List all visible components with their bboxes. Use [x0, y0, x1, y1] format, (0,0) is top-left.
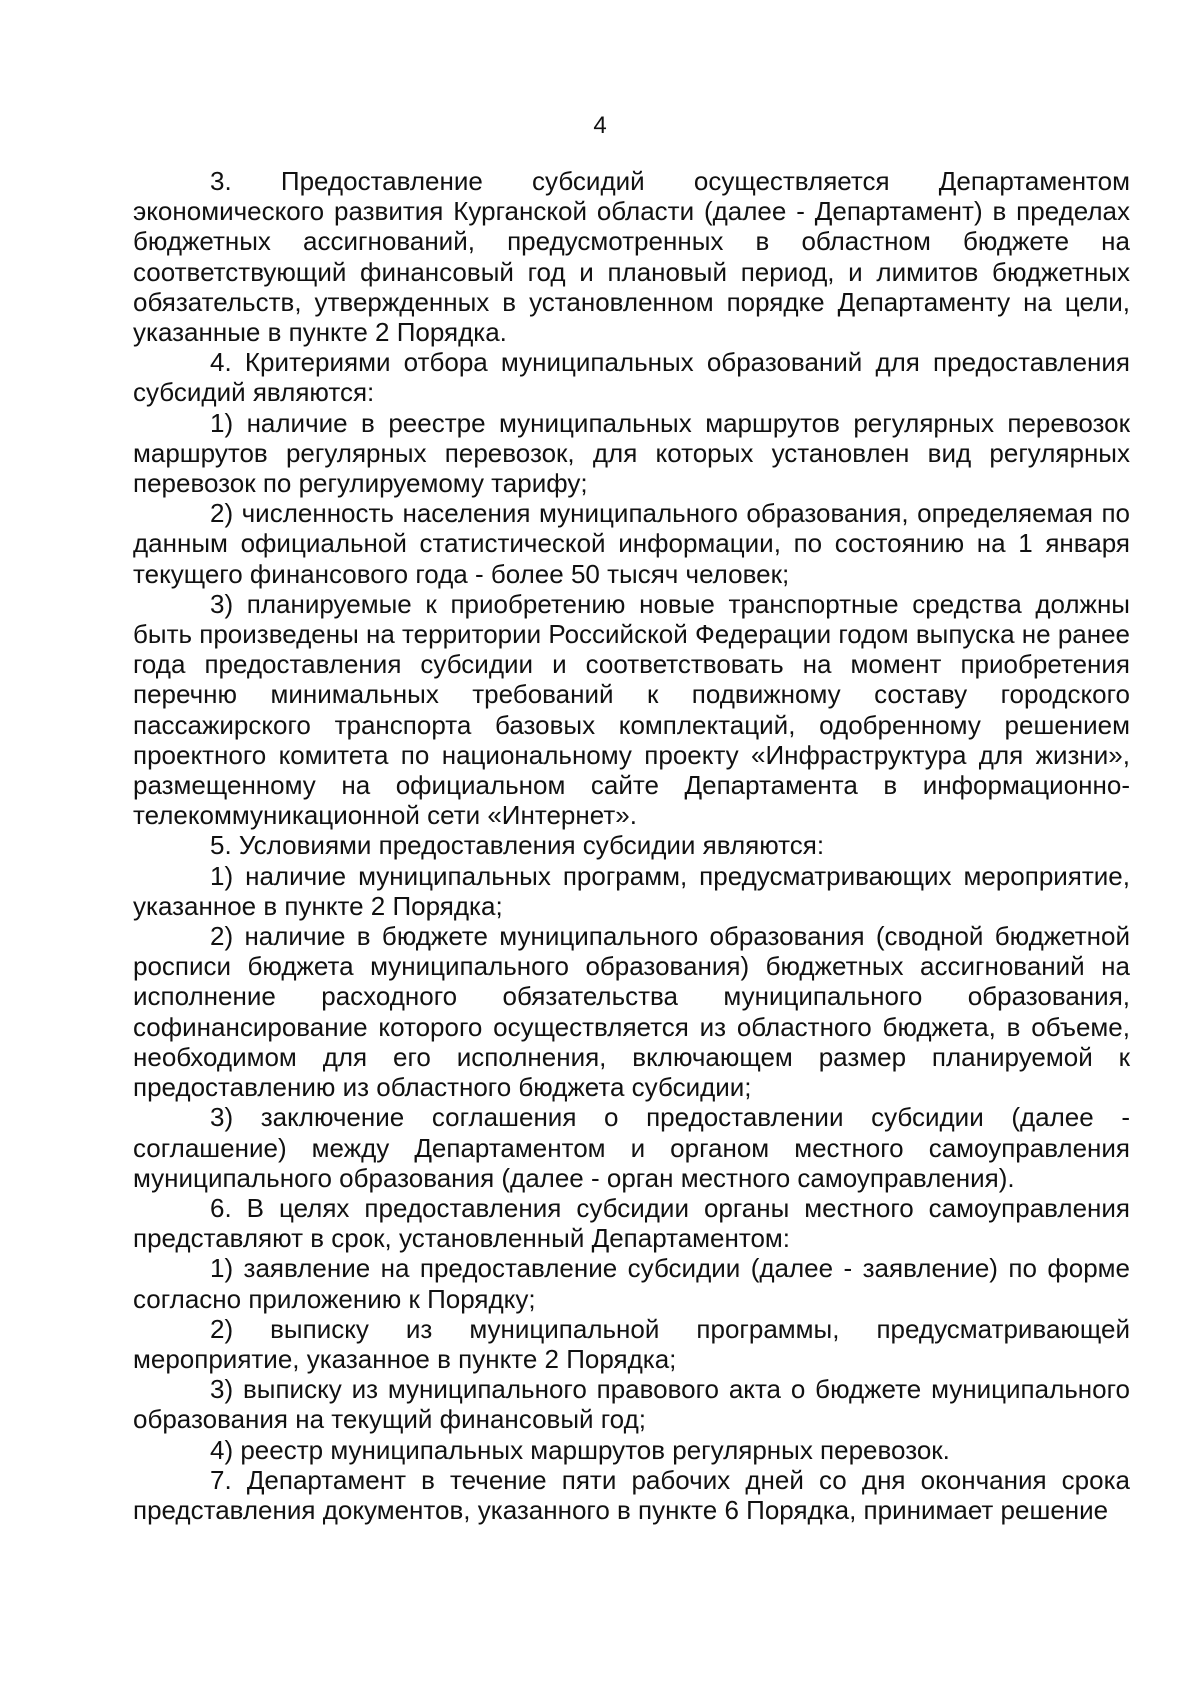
paragraph-4-item-1: 1) наличие в реестре муниципальных маршрутов регулярных перевозок маршрутов регулярных перевозок, для которых установлен вид регулярных перевозок по регулируемому тарифу;: [133, 407, 1130, 499]
document-body: [133, 166, 1130, 1525]
paragraph-6-item-1: 1) заявление на предоставление субсидии (далее - заявление) по форме согласно приложению к Порядку;: [133, 1253, 1130, 1314]
paragraph-6-item-4: 4) реестр муниципальных маршрутов регулярных перевозок.: [210, 1434, 950, 1465]
paragraph-4-item-2: 2) численность населения муниципального образования, определяемая по данным официальной статистической информации, по состоянию на 1 января текущего финансового года - более 50 тысяч человек;: [133, 498, 1130, 589]
paragraph-3: 3. Предоставление субсидий осуществляется Департаментом экономического развития Курганской области (далее - Департамент) в пределах бюджетных ассигнований, предусмотренных в областном бюджете на соответствующий финансовый год и плановый период, и лимитов бюджетных обязательств, утвержденных в установленном порядке Департаменту на цели, указанные в пункте 2 Порядка.: [133, 166, 1130, 348]
paragraph-7: 7. Департамент в течение пяти рабочих дней со дня окончания срока представления документов, указанного в пункте 6 Порядка, принимает решение: [133, 1464, 1130, 1525]
paragraph-5-item-3: 3) заключение соглашения о предоставлении субсидии (далее - соглашение) между Департаментом и органом местного самоуправления муниципального образования (далее - орган местного самоуправления).: [133, 1102, 1130, 1193]
page-number: 4: [593, 112, 607, 139]
paragraph-5: 5. Условиями предоставления субсидии являются:: [210, 830, 825, 861]
paragraph-4-item-3: 3) планируемые к приобретению новые транспортные средства должны быть произведены на территории Российской Федерации годом выпуска не ранее года предоставления субсидии и соответствовать на момент приобретения перечню минимальных требований к подвижному составу городского пассажирского транспорта базовых комплектаций, одобренному решением проектного комитета по национальному проекту «Инфраструктура для жизни», размещенному на официальном сайте Департамента в информационно-телекоммуникационной сети «Интернет».: [133, 588, 1131, 831]
paragraph-6: 6. В целях предоставления субсидии органы местного самоуправления представляют в срок, установленный Департаментом:: [133, 1192, 1130, 1254]
paragraph-6-item-3: 3) выписку из муниципального правового акта о бюджете муниципального образования на текущий финансовый год;: [133, 1374, 1130, 1435]
paragraph-4: 4. Критериями отбора муниципальных образований для предоставления субсидий являются:: [133, 347, 1130, 408]
paragraph-6-item-2: 2) выписку из муниципальной программы, предусматривающей мероприятие, указанное в пункте 2 Порядка;: [133, 1313, 1130, 1374]
paragraph-5-item-2: 2) наличие в бюджете муниципального образования (сводной бюджетной росписи бюджета муниципального образования) бюджетных ассигнований на исполнение расходного обязательства муниципального образования, софинансирование которого осуществляется из областного бюджета, в объеме, необходимом для его исполнения, включающем размер планируемой к предоставлению из областного бюджета субсидии;: [133, 921, 1130, 1103]
paragraph-5-item-1: 1) наличие муниципальных программ, предусматривающих мероприятие, указанное в пункте 2 Порядка;: [133, 860, 1130, 921]
